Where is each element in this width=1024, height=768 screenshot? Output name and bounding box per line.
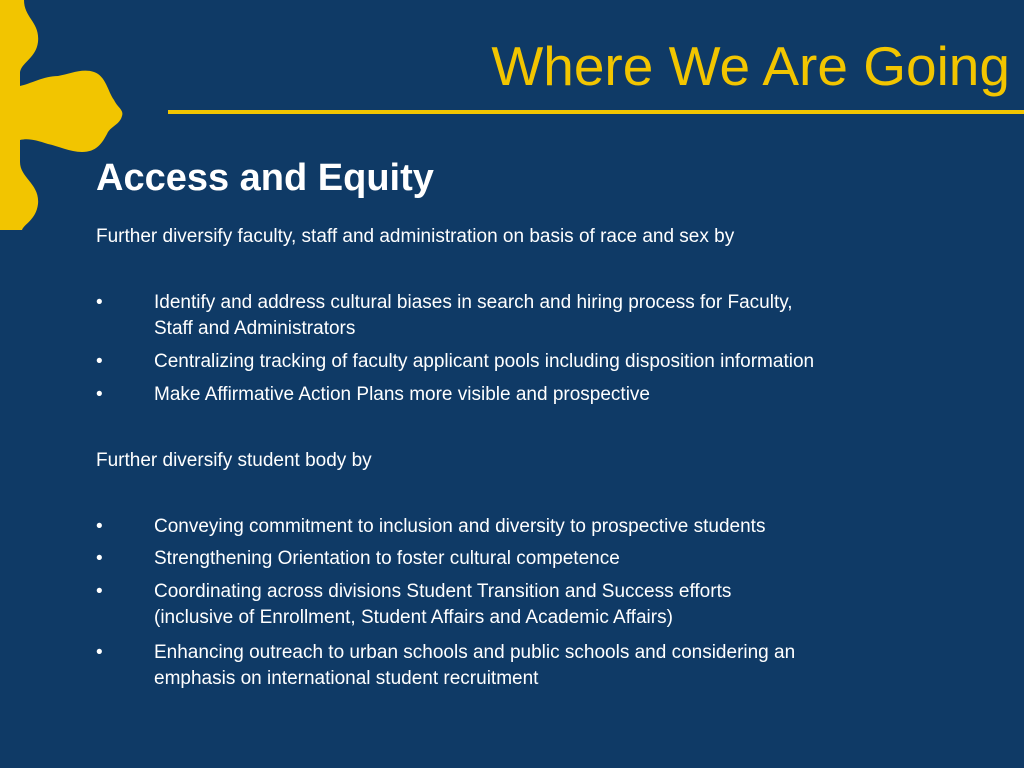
list-item-text: (inclusive of Enrollment, Student Affairs and Academic Affairs) xyxy=(154,607,673,628)
list-item-text: Coordinating across divisions Student Transition and Success efforts xyxy=(154,581,732,602)
bullet-mark: • xyxy=(96,642,103,663)
list-item xyxy=(96,546,996,572)
list-item-text: Conveying commitment to inclusion and diversity to prospective students xyxy=(154,516,766,537)
list-item-text: Staff and Administrators xyxy=(154,318,356,339)
intro-faculty: Further diversify faculty, staff and administration on basis of race and sex by xyxy=(96,226,735,247)
bullet-mark: • xyxy=(96,292,103,313)
list-item xyxy=(96,290,996,342)
bullet-mark: • xyxy=(96,351,103,372)
bullet-mark: • xyxy=(96,516,103,537)
list-item-text: emphasis on international student recruitment xyxy=(154,668,539,689)
list-item-text: Centralizing tracking of faculty applicant pools including disposition information xyxy=(154,351,815,372)
list-item xyxy=(96,349,996,375)
slide-title: Where We Are Going xyxy=(491,35,1010,97)
title-underline xyxy=(168,110,1024,114)
section-heading: Access and Equity xyxy=(96,157,434,199)
list-item xyxy=(96,640,996,692)
bullet-mark: • xyxy=(96,384,103,405)
intro-students: Further diversify student body by xyxy=(96,450,372,471)
list-item-text: Enhancing outreach to urban schools and public schools and considering an xyxy=(154,642,796,663)
list-item-text: Strengthening Orientation to foster cultural competence xyxy=(154,548,620,569)
list-item-text: Make Affirmative Action Plans more visible and prospective xyxy=(154,384,650,405)
list-item xyxy=(96,514,996,540)
list-item xyxy=(96,382,996,408)
list-item-text: Identify and address cultural biases in search and hiring process for Faculty, xyxy=(154,292,793,313)
bullet-mark: • xyxy=(96,581,103,602)
list-item xyxy=(96,579,996,631)
bullet-mark: • xyxy=(96,548,103,569)
